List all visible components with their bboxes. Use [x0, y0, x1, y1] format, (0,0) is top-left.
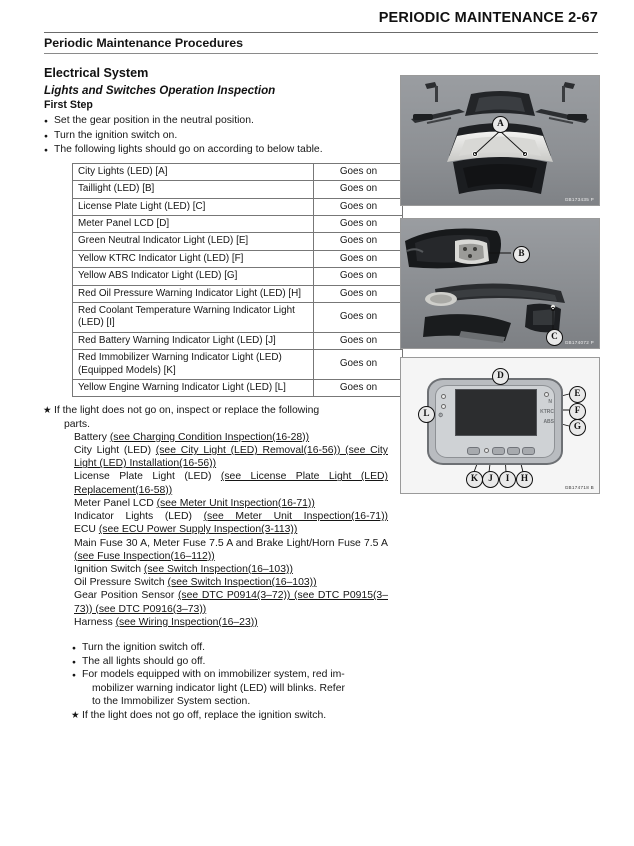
table-cell-light-name: Red Immobilizer Warning Indicator Light (LED) (Equipped Models) [K] — [73, 350, 314, 380]
callout-k: K — [466, 471, 483, 488]
reference-link[interactable]: (see Wiring Inspection(16–23)) — [115, 616, 258, 628]
callout-c: C — [546, 329, 563, 346]
reference-link[interactable]: (see City Light (LED) Removal(16-56)) (see City Light (LED) Installation(16-56)) — [74, 445, 388, 470]
header-divider — [44, 32, 598, 33]
table-row — [73, 198, 403, 215]
table-cell-light-name: Red Oil Pressure Warning Indicator Light (LED) [H] — [73, 285, 314, 302]
reference-link[interactable]: (see Charging Condition Inspection(16-28)) — [109, 431, 310, 443]
reference-label: Battery — [74, 431, 110, 443]
content-column — [44, 66, 388, 722]
reference-link[interactable]: (see License Plate Light (LED) Replacement(16-58)) — [74, 471, 388, 496]
figure-id-code: GB174072 P — [564, 340, 594, 345]
meter-button-h-left[interactable] — [507, 447, 520, 455]
table-row — [73, 268, 403, 285]
reference-label: Oil Pressure Switch — [74, 577, 168, 589]
table-cell-light-name: Yellow ABS Indicator Light (LED) [G] — [73, 268, 314, 285]
table-cell-state: Goes on — [314, 268, 403, 285]
callout-a: A — [492, 116, 509, 133]
callout-f: F — [569, 403, 586, 420]
section-header — [44, 36, 598, 54]
table-row — [73, 233, 403, 250]
callout-j: J — [482, 471, 499, 488]
closing-bullet — [72, 655, 388, 669]
table-cell-state: Goes on — [314, 332, 403, 349]
engine-warning-icon: ⚙ — [438, 413, 444, 419]
table-cell-light-name: Taillight (LED) [B] — [73, 181, 314, 198]
table-cell-light-name: Red Battery Warning Indicator Light (LED) [J] — [73, 332, 314, 349]
reference-label: Ignition Switch — [74, 563, 144, 575]
reference-label: Indicator Lights (LED) — [74, 511, 204, 523]
table-row — [73, 181, 403, 198]
reference-link[interactable]: (see Meter Unit Inspection(16-71)) — [156, 497, 315, 509]
reference-list — [44, 431, 388, 629]
heading-lights-and-switches: Lights and Switches Operation Inspection — [44, 84, 276, 97]
reference-item — [74, 563, 388, 576]
table-row — [73, 163, 403, 180]
reference-link[interactable]: (see Meter Unit Inspection(16-71)) — [203, 511, 389, 523]
table-row — [73, 350, 403, 380]
table-row — [73, 380, 403, 397]
abs-indicator-label: ABS — [543, 419, 554, 425]
reference-label: Main Fuse 30 A, Meter Fuse 7.5 A and Brake Light/Horn Fuse 7.5 A — [74, 537, 388, 549]
table-cell-light-name: Yellow Engine Warning Indicator Light (LED) [L] — [73, 380, 314, 397]
figure-id-code: GB173435 P — [564, 197, 594, 202]
reference-label: Gear Position Sensor — [74, 590, 178, 602]
table-cell-state: Goes on — [314, 350, 403, 380]
closing-bullet-line3: to the Immobilizer System section. — [92, 696, 251, 708]
reference-link[interactable]: (see ECU Power Supply Inspection(3-113)) — [98, 524, 298, 536]
table-row — [73, 332, 403, 349]
section-title: Periodic Maintenance Procedures — [44, 36, 244, 50]
table-cell-state: Goes on — [314, 285, 403, 302]
figure-id-code: GB174718 B — [564, 485, 594, 490]
callout-e: E — [569, 386, 586, 403]
front-view-photo — [400, 75, 600, 206]
heading-electrical-system: Electrical System — [44, 66, 149, 80]
closing-bullet-line2: mobilizer warning indicator light (LED) will blinks. Refer — [92, 682, 345, 694]
callout-i: I — [499, 471, 516, 488]
table-cell-state: Goes on — [314, 303, 403, 333]
star-note-line1: If the light does not go on, inspect or replace the following — [54, 405, 320, 417]
reference-item — [74, 616, 388, 629]
reference-item — [74, 523, 388, 536]
callout-l: L — [418, 406, 435, 423]
table-cell-light-name: Meter Panel LCD [D] — [73, 216, 314, 233]
lights-check-table — [72, 163, 403, 398]
table-cell-state: Goes on — [314, 250, 403, 267]
reference-item — [74, 444, 388, 470]
reference-link[interactable]: (see DTC P0914(3–72)) (see DTC P0915(3–73)) (see DTC P0916(3–73)) — [74, 590, 388, 615]
intro-bullet: ● The following lights should go on according to below table. — [44, 143, 388, 157]
closing-bullet-line1: For models equipped with on immobilizer system, red im- — [82, 669, 345, 681]
meter-housing — [427, 378, 563, 465]
reference-item — [74, 589, 388, 615]
callout-d: D — [492, 368, 509, 385]
reference-link[interactable]: (see Switch Inspection(16–103)) — [167, 577, 317, 589]
meter-button-k[interactable] — [467, 447, 480, 455]
reference-link[interactable]: (see Fuse Inspection(16–112)) — [74, 550, 215, 562]
reference-link[interactable]: (see Switch Inspection(16–103)) — [143, 563, 293, 575]
closing-bullet — [72, 668, 388, 709]
callout-g: G — [569, 419, 586, 436]
table-cell-state: Goes on — [314, 181, 403, 198]
closing-bullet — [72, 641, 388, 655]
page-title: PERIODIC MAINTENANCE 2-67 — [378, 10, 598, 26]
reference-label: City Light (LED) — [74, 445, 156, 457]
meter-panel-diagram — [400, 357, 600, 494]
intro-bullet: ● Set the gear position in the neutral position. — [44, 114, 388, 128]
reference-label: ECU — [74, 524, 99, 536]
table-row — [73, 216, 403, 233]
table-row — [73, 285, 403, 302]
table-cell-light-name: Yellow KTRC Indicator Light (LED) [F] — [73, 250, 314, 267]
star-note-light-not-off: ★ If the light does not go off, replace the ignition switch. — [72, 709, 388, 723]
reference-item — [74, 431, 388, 444]
table-cell-light-name: City Lights (LED) [A] — [73, 163, 314, 180]
closing-bullet-line1: Turn the ignition switch off. — [82, 641, 206, 653]
closing-steps — [44, 641, 388, 723]
reference-label: License Plate Light (LED) — [74, 471, 221, 483]
table-cell-state: Goes on — [314, 198, 403, 215]
reference-item — [74, 537, 388, 563]
reference-label: Meter Panel LCD — [74, 497, 157, 509]
table-cell-light-name: Red Coolant Temperature Warning Indicator Light (LED) [I] — [73, 303, 314, 333]
table-cell-light-name: Green Neutral Indicator Light (LED) [E] — [73, 233, 314, 250]
meter-button-h[interactable] — [522, 447, 535, 455]
callout-h: H — [516, 471, 533, 488]
intro-bullet: ● Turn the ignition switch on. — [44, 129, 388, 143]
meter-button-j[interactable] — [484, 448, 489, 453]
star-note-light-not-on — [44, 404, 388, 430]
section-divider — [44, 53, 598, 54]
table-cell-state: Goes on — [314, 216, 403, 233]
reference-item — [74, 510, 388, 523]
heading-first-step: First Step — [44, 99, 93, 111]
reference-item — [74, 576, 388, 589]
table-row — [73, 250, 403, 267]
table-cell-state: Goes on — [314, 163, 403, 180]
indicator-dot-left-2 — [441, 404, 446, 409]
reference-item — [74, 470, 388, 496]
neutral-indicator-label: N — [548, 399, 552, 405]
star-note-line2: parts. — [64, 418, 90, 430]
closing-bullet-line1: The all lights should go off. — [82, 655, 206, 667]
rear-view-illustration — [401, 219, 599, 348]
meter-button-i[interactable] — [492, 447, 505, 455]
indicator-dot-left-1 — [441, 394, 446, 399]
rear-view-photo — [400, 218, 600, 349]
meter-lcd-screen — [455, 389, 537, 436]
reference-item — [74, 497, 388, 510]
ktrc-indicator-label: KTRC — [540, 409, 554, 415]
reference-label: Harness — [74, 616, 116, 628]
front-view-illustration — [401, 76, 599, 205]
table-row — [73, 303, 403, 333]
callout-b: B — [513, 246, 530, 263]
table-cell-light-name: License Plate Light (LED) [C] — [73, 198, 314, 215]
table-cell-state: Goes on — [314, 233, 403, 250]
indicator-dot-right-1 — [544, 392, 549, 397]
page-header — [44, 10, 598, 36]
table-cell-state: Goes on — [314, 380, 403, 397]
